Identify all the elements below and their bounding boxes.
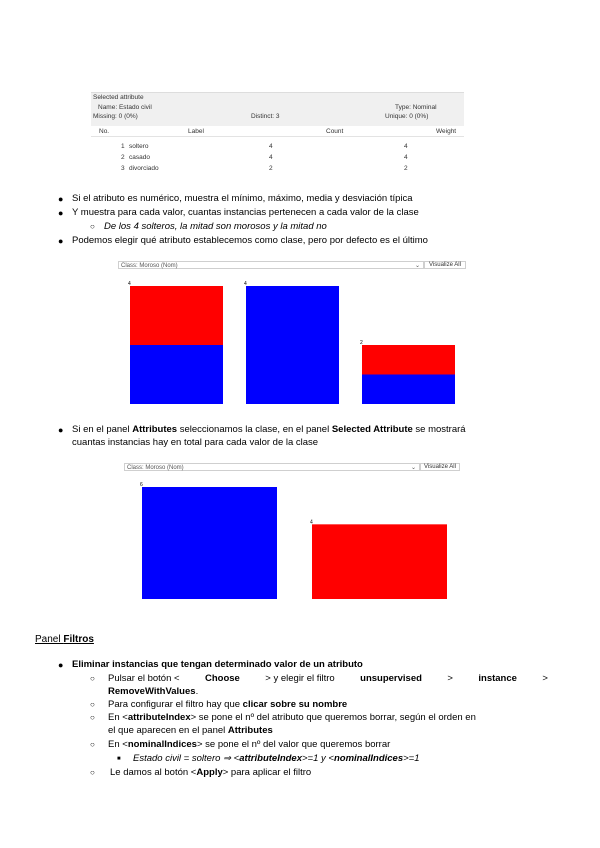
row-no: 1 bbox=[121, 143, 125, 150]
sub3-a: En < bbox=[108, 712, 128, 723]
row-weight: 4 bbox=[404, 143, 408, 150]
sub4-c: > se pone el nº del valor que queremos borrar bbox=[196, 739, 391, 750]
sub3-b: attributeIndex bbox=[127, 712, 191, 723]
attribute-type: Type: Nominal bbox=[395, 104, 437, 111]
section-heading bbox=[35, 634, 94, 646]
sub5-a: Le damos al botón < bbox=[110, 767, 197, 778]
bullet-text bbox=[72, 424, 466, 436]
row-label: casado bbox=[129, 154, 150, 161]
bar-red bbox=[312, 524, 447, 599]
sub-bullet-text bbox=[110, 767, 311, 779]
row-count: 2 bbox=[269, 165, 273, 172]
sub4-sub-b: attributeIndex bbox=[239, 753, 302, 764]
sub1-e: > bbox=[447, 673, 453, 684]
bullet-text: Y muestra para cada valor, cuantas instancias pertenecen a cada valor de la clase bbox=[72, 207, 419, 218]
bar-soltero-red bbox=[130, 286, 223, 345]
chevron-down-icon: ⌄ bbox=[414, 263, 420, 269]
attribute-unique: Unique: 0 (0%) bbox=[385, 113, 429, 120]
sub-bullet-text bbox=[108, 699, 347, 711]
sub-sub-bullet-square: ■ bbox=[117, 756, 121, 762]
bullet-text: Eliminar instancias que tengan determinado valor de un atributo bbox=[72, 659, 363, 670]
sub-bullet-text-cont bbox=[108, 686, 198, 698]
class-select-value: Class: Moroso (Nom) bbox=[127, 465, 184, 471]
bar-casado-blue bbox=[246, 286, 339, 404]
sub1-line2: RemoveWithValues bbox=[108, 686, 196, 697]
section-title: Filtros bbox=[63, 634, 94, 645]
bar-value-label: 6 bbox=[140, 482, 143, 488]
bullet-dot: ● bbox=[58, 425, 64, 435]
sub2-a: Para configurar el filtro hay que bbox=[108, 699, 243, 710]
sub3-line2-b: Attributes bbox=[227, 725, 273, 736]
sub4-b: nominalIndices bbox=[127, 739, 197, 750]
row-count: 4 bbox=[269, 154, 273, 161]
bullet-dot: ● bbox=[58, 208, 64, 218]
attribute-name: Name: Estado civil bbox=[98, 104, 152, 111]
sub4-a: En < bbox=[108, 739, 128, 750]
sub4-sub-e: >=1 bbox=[403, 753, 420, 764]
bar-divorciado-blue bbox=[362, 375, 455, 405]
chevron-down-icon: ⌄ bbox=[410, 465, 416, 471]
sub3-line2-a: el que aparecen en el panel bbox=[108, 725, 228, 736]
bar-value-label: 4 bbox=[310, 519, 313, 526]
sub1-a: Pulsar el botón < bbox=[108, 673, 180, 684]
sub-bullet-text: De los 4 solteros, la mitad son morosos y la mitad no bbox=[104, 221, 327, 232]
row-label: soltero bbox=[129, 143, 149, 150]
col-count: Count bbox=[326, 128, 344, 135]
bar-divorciado-red bbox=[362, 345, 455, 375]
b4-bold1: Attributes bbox=[132, 424, 178, 435]
sub4-sub-a: Estado civil = soltero ⇒ < bbox=[133, 753, 240, 764]
sub-bullet-circle: ○ bbox=[90, 740, 95, 749]
sub1-f: instance bbox=[478, 673, 517, 684]
sub-bullet-text-cont bbox=[108, 725, 273, 737]
sub2-b: clicar sobre su nombre bbox=[242, 699, 348, 710]
row-count: 4 bbox=[269, 143, 273, 150]
row-weight: 2 bbox=[404, 165, 408, 172]
bar-value-label: 4 bbox=[128, 281, 131, 287]
bar-soltero-blue bbox=[130, 345, 223, 404]
b4-mid: seleccionamos la clase, en el panel bbox=[177, 424, 332, 435]
selected-attribute-panel bbox=[91, 92, 464, 176]
attribute-missing: Missing: 0 (0%) bbox=[93, 113, 138, 120]
row-no: 2 bbox=[121, 154, 125, 161]
b4-bold2: Selected Attribute bbox=[331, 424, 413, 435]
bullet-text: Si el atributo es numérico, muestra el mínimo, máximo, media y desviación típica bbox=[72, 193, 413, 204]
row-no: 3 bbox=[121, 165, 125, 172]
sub-bullet-circle: ○ bbox=[90, 768, 95, 777]
class-chart-1 bbox=[118, 257, 466, 409]
col-weight: Weight bbox=[436, 128, 457, 135]
bullet-text: Podemos elegir qué atributo establecemos como clase, pero por defecto es el último bbox=[72, 235, 428, 246]
sub-bullet-text bbox=[108, 673, 548, 685]
sub-bullet-text bbox=[108, 712, 476, 724]
bar-blue bbox=[142, 487, 277, 599]
bar-value-label: 2 bbox=[360, 340, 363, 346]
sub-bullet-circle: ○ bbox=[90, 713, 95, 722]
table-header bbox=[91, 127, 464, 137]
sub-bullet-circle: ○ bbox=[90, 700, 95, 709]
visualize-all-button[interactable]: Visualize All bbox=[420, 463, 460, 471]
chart-1-plot bbox=[118, 257, 466, 409]
chart-2-plot bbox=[124, 459, 460, 605]
section-prefix: Panel bbox=[35, 634, 64, 645]
b4-post: se mostrará bbox=[412, 424, 466, 435]
bullet-dot: ● bbox=[58, 194, 64, 204]
sub5-b: Apply bbox=[196, 767, 223, 778]
visualize-all-button[interactable]: Visualize All bbox=[424, 261, 466, 269]
class-chart-2 bbox=[124, 459, 460, 605]
bullet-text-cont: cuantas instancias hay en total para cada valor de la clase bbox=[72, 437, 319, 448]
sub5-c: > para aplicar el filtro bbox=[222, 767, 312, 778]
col-no: No. bbox=[99, 128, 110, 135]
sub1-line2-end: . bbox=[195, 686, 199, 697]
row-weight: 4 bbox=[404, 154, 408, 161]
sub1-b: Choose bbox=[205, 673, 240, 684]
attribute-distinct: Distinct: 3 bbox=[251, 113, 280, 120]
class-select-value: Class: Moroso (Nom) bbox=[121, 263, 178, 269]
sub1-d: unsupervised bbox=[360, 673, 422, 684]
sub-bullet-text bbox=[108, 739, 390, 751]
sub-sub-bullet-text bbox=[133, 753, 420, 765]
bullet-dot: ● bbox=[58, 236, 64, 246]
panel-title: Selected attribute bbox=[93, 94, 144, 101]
sub4-sub-c: >=1 y < bbox=[302, 753, 334, 764]
sub4-sub-d: nominalIndices bbox=[333, 753, 404, 764]
row-label: divorciado bbox=[129, 165, 159, 172]
sub1-g: > bbox=[542, 673, 548, 684]
b4-pre: Si en el panel bbox=[72, 424, 133, 435]
sub3-c: > se pone el nº del atributo que queremos borrar, según el orden en bbox=[190, 712, 476, 723]
sub-bullet-circle: ○ bbox=[90, 674, 95, 683]
sub-bullet-circle: ○ bbox=[90, 222, 95, 231]
bar-value-label: 4 bbox=[244, 281, 247, 287]
sub1-c: > y elegir el filtro bbox=[265, 673, 335, 684]
bullet-dot: ● bbox=[58, 660, 64, 670]
col-label: Label bbox=[188, 128, 204, 135]
